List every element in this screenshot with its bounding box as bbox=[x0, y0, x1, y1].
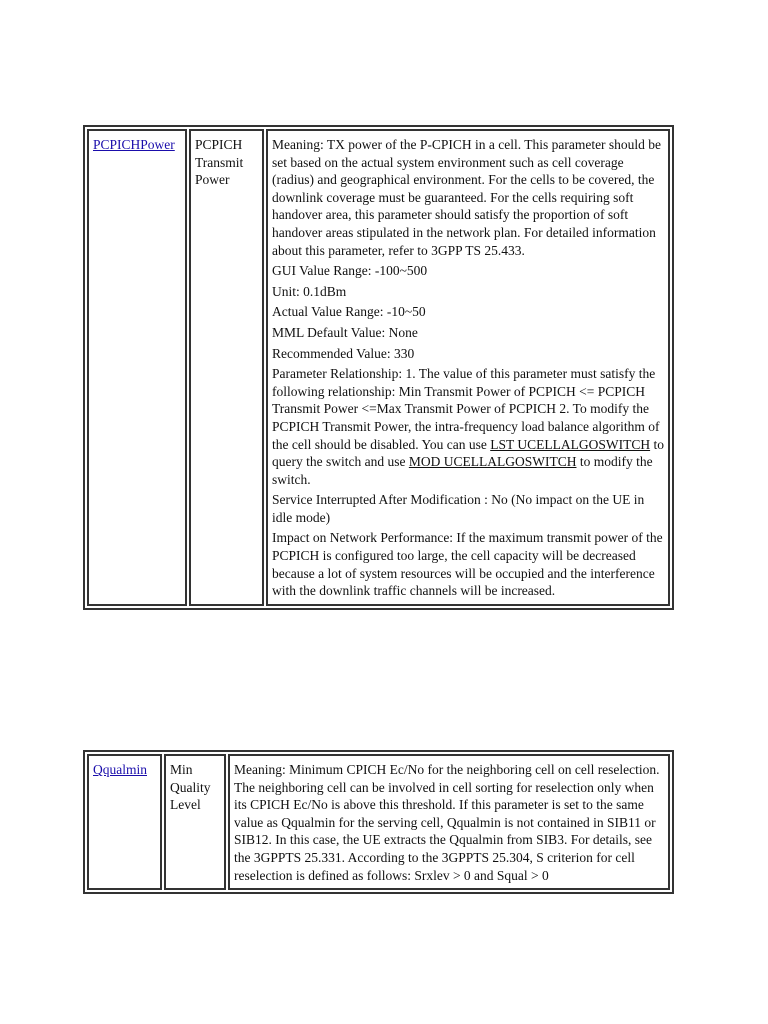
pcpich-power-table bbox=[83, 125, 674, 610]
param-name-cell bbox=[164, 754, 226, 890]
param-name-cell bbox=[189, 129, 264, 606]
lst-command: LST UCELLALGOSWITCH bbox=[490, 436, 651, 452]
param-name: PCPICH Transmit Power bbox=[195, 137, 244, 188]
relationship-part3: to modify the switch. bbox=[272, 454, 653, 487]
meaning-text: Meaning: Minimum CPICH Ec/No for the neighboring cell on cell reselection. The neighboring cell can be involved in cell sorting for reselection only when its CPICH Ec/No is above this threshold. If this parameter is set to the same value as Qqualmin for the serving cell, Qqualmin is not contained in SIB11 or SIB12. In this case, the UE extracts the Qqualmin from SIB3. For details, see the 3GPPTS 25.331. According to the 3GPPTS 25.304, S criterion for cell reselection is defined as follows: Srxlev > 0 and Squal > 0 bbox=[234, 762, 660, 883]
service-interrupted-text: Service Interrupted After Modification : No (No impact on the UE in idle mode) bbox=[272, 492, 645, 525]
actual-range-text: Actual Value Range: -10~50 bbox=[272, 304, 426, 320]
mml-default-text: MML Default Value: None bbox=[272, 324, 418, 340]
table-row bbox=[87, 129, 670, 606]
param-id-cell bbox=[87, 754, 162, 890]
mod-command: MOD UCELLALGOSWITCH bbox=[408, 454, 577, 470]
param-description-cell bbox=[228, 754, 670, 890]
parameter-relationship-text bbox=[272, 365, 664, 488]
impact-text: Impact on Network Performance: If the maximum transmit power of the PCPICH is configured too large, the cell capacity will be decreased because a lot of system resources will be occupied and the interference with the downlink traffic channels will be increased. bbox=[272, 530, 663, 599]
meaning-text: Meaning: TX power of the P-CPICH in a cell. This parameter should be set based on the actual system environment such as cell coverage (radius) and geographical environment. For the cells to be covered, the downlink coverage must be guaranteed. For the cells requiring soft handover area, this parameter should satisfy the proportion of soft handover areas stipulated in the network plan. For detailed information about this parameter, refer to 3GPP TS 25.433. bbox=[272, 137, 662, 258]
gui-range-text: GUI Value Range: -100~500 bbox=[272, 263, 428, 279]
param-description-cell bbox=[266, 129, 670, 606]
relationship-part1: Parameter Relationship: 1. The value of this parameter must satisfy the following relationship: Min Transmit Power of PCPICH <= PCPICH Transmit Power <=Max Transmit Power of PCPICH 2. To modify the PCPICH Transmit Power, the intra-frequency load balance algorithm of the cell should be disabled. You can use bbox=[272, 366, 660, 452]
table-row bbox=[87, 754, 670, 890]
recommended-text: Recommended Value: 330 bbox=[272, 345, 415, 361]
qqualmin-table bbox=[83, 750, 674, 894]
param-name: Min Quality Level bbox=[170, 762, 211, 813]
qqualmin-link[interactable]: Qqualmin bbox=[93, 762, 147, 777]
pcpich-power-link[interactable]: PCPICHPower bbox=[93, 137, 175, 152]
param-id-cell bbox=[87, 129, 187, 606]
relationship-part2: to query the switch and use bbox=[272, 436, 664, 470]
unit-text: Unit: 0.1dBm bbox=[272, 283, 347, 299]
